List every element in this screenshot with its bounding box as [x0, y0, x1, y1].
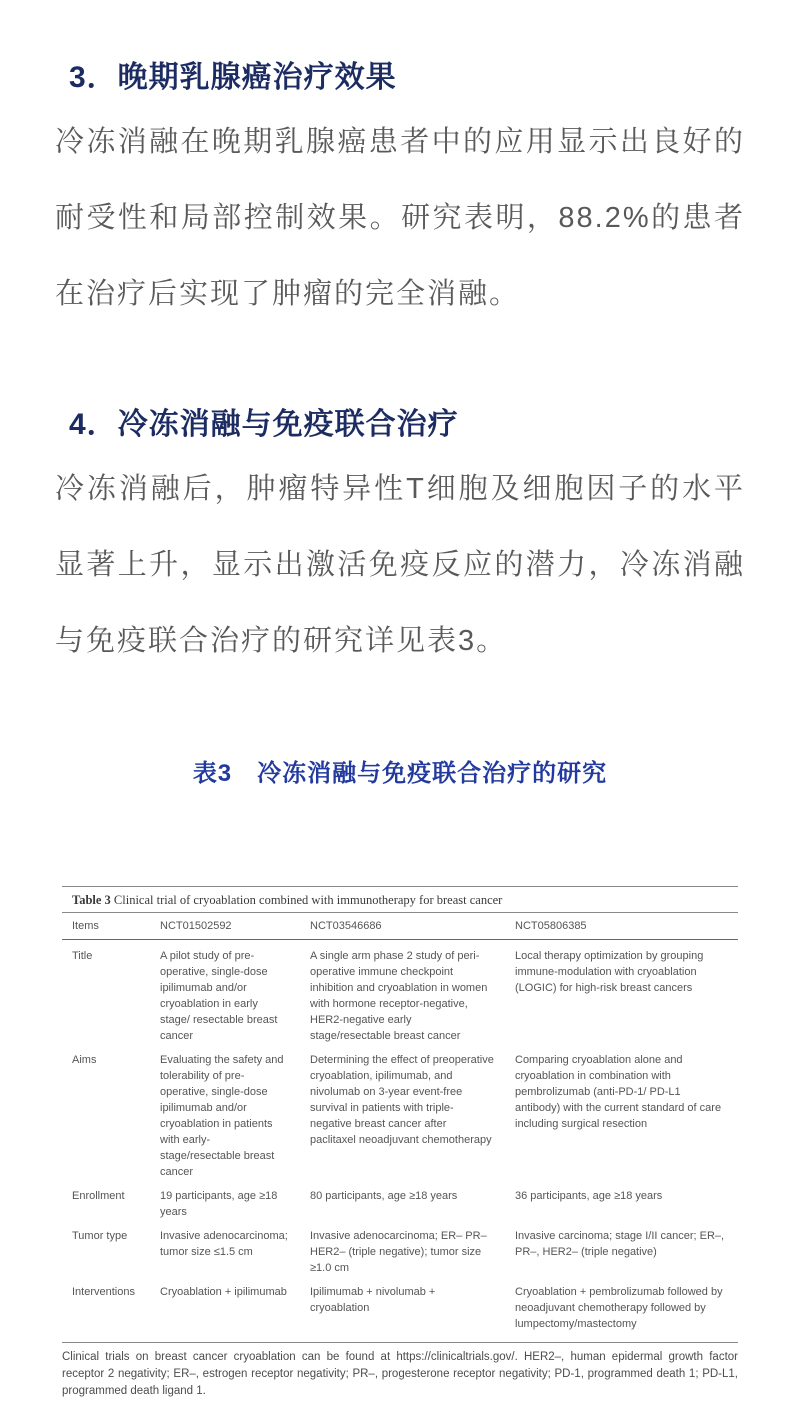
column-header: NCT03546686 — [310, 920, 382, 932]
row-label: Enrollment — [72, 1190, 125, 1202]
table-cell: Ipilimumab + nivolumab + cryoablation — [310, 1286, 436, 1314]
table-cell: 19 participants, age ≥18 years — [160, 1190, 278, 1218]
column-header: NCT05806385 — [515, 920, 587, 932]
table-cell: 80 participants, age ≥18 years — [310, 1190, 458, 1202]
table-row — [62, 1044, 738, 1180]
section-3-heading: 3．晚期乳腺癌治疗效果 — [69, 61, 397, 94]
clinical-trial-table — [62, 886, 738, 1400]
table-row — [62, 1220, 738, 1276]
table-header-row — [62, 913, 738, 940]
row-label: Title — [72, 950, 93, 962]
table-cell: Determining the effect of preoperative cryoablation, ipilimumab, and nivolumab on 3-year event-free survival in patients with triple-negative breast cancer after paclitaxel neoadjuvant chemotherapy — [310, 1054, 494, 1146]
column-header: NCT01502592 — [160, 920, 232, 932]
table-row — [62, 1180, 738, 1220]
table-cell: Local therapy optimization by grouping immune-modulation with cryoablation (LOGIC) for high-risk breast cancers — [515, 950, 704, 994]
column-header: Items — [72, 920, 99, 932]
row-label: Tumor type — [72, 1230, 128, 1242]
table-body — [62, 940, 738, 1343]
row-label: Interventions — [72, 1286, 135, 1298]
table-cell: Invasive adenocarcinoma; tumor size ≤1.5 cm — [160, 1230, 288, 1258]
table-cell: Comparing cryoablation alone and cryoablation in combination with pembrolizumab (anti-PD-1/ PD-L1 antibody) with the current standard of care including surgical resection — [515, 1054, 722, 1130]
table-cell: Invasive carcinoma; stage I/II cancer; ER–, PR–, HER2– (triple negative) — [515, 1230, 725, 1258]
table-row — [62, 1276, 738, 1332]
table-cell: Cryoablation + pembrolizumab followed by neoadjuvant chemotherapy followed by lumpectomy/mastectomy — [515, 1286, 723, 1330]
table-cell: Evaluating the safety and tolerability of pre-operative, single-dose ipilimumab and/or cryoablation in patients with early-stage/resectable breast cancer — [160, 1054, 284, 1178]
table-row — [62, 940, 738, 1044]
table-cell: A pilot study of pre-operative, single-dose ipilimumab and/or cryoablation in early stage/ resectable breast cancer — [160, 950, 278, 1042]
table-3-title: 表3 冷冻消融与免疫联合治疗的研究 — [192, 760, 608, 787]
section-3-paragraph: 冷冻消融在晚期乳腺癌患者中的应用显示出良好的耐受性和局部控制效果。研究表明，88.2%的患者在治疗后实现了肿瘤的完全消融。 — [55, 126, 745, 310]
table-caption-label: Table 3 — [72, 893, 111, 907]
row-label: Aims — [72, 1054, 97, 1066]
section-4-paragraph: 冷冻消融后，肿瘤特异性T细胞及细胞因子的水平显著上升，显示出激活免疫反应的潜力，冷冻消融与免疫联合治疗的研究详见表3。 — [55, 473, 745, 657]
table-footnote: Clinical trials on breast cancer cryoablation can be found at https://clinicaltrials.gov/. HER2–, human epidermal growth factor receptor 2 negativity; ER–, estrogen receptor negativity; PR–, progesterone receptor negativity; PD-1, programmed death 1; PD-L1, programmed death ligand 1. — [62, 1351, 738, 1397]
section-4-heading: 4．冷冻消融与免疫联合治疗 — [69, 408, 459, 441]
table-cell: Cryoablation + ipilimumab — [160, 1286, 287, 1298]
table-cell: A single arm phase 2 study of peri-operative immune checkpoint inhibition and cryoablation in women with hormone receptor-negative, HER2-negative early stage/resectable breast cancer — [310, 950, 488, 1042]
table-cell: 36 participants, age ≥18 years — [515, 1190, 663, 1202]
table-cell: Invasive adenocarcinoma; ER– PR– HER2– (triple negative); tumor size ≥1.0 cm — [310, 1230, 487, 1274]
table-caption — [62, 886, 738, 913]
table-caption-text: Clinical trial of cryoablation combined with immunotherapy for breast cancer — [113, 893, 503, 907]
